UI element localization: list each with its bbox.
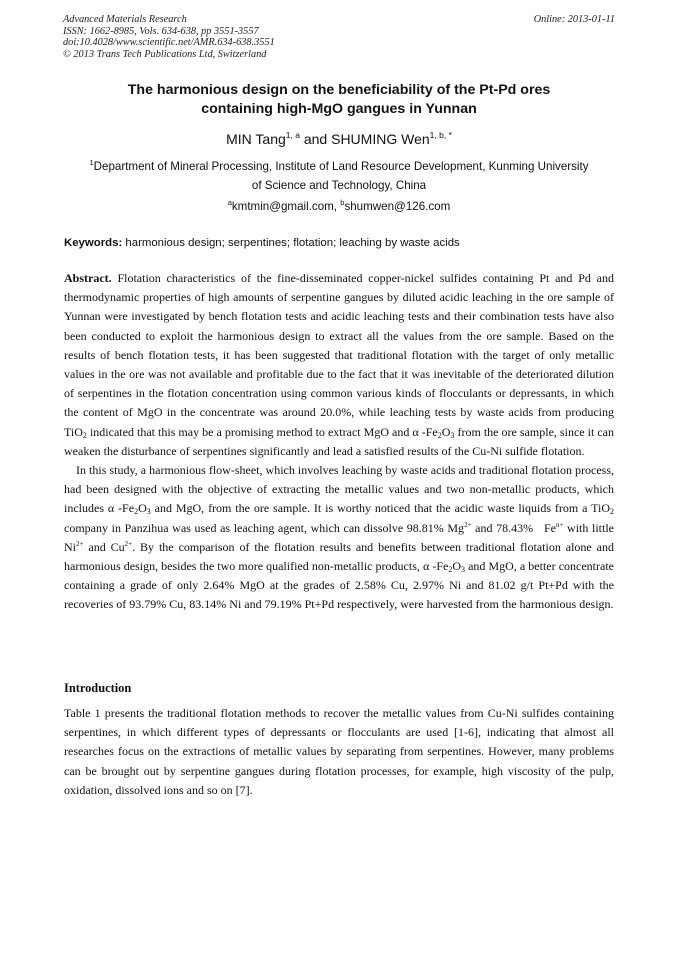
subscript: 3 bbox=[146, 507, 151, 517]
subscript: 2 bbox=[134, 507, 139, 517]
abstract-text: In this study, a harmonious flow-sheet, which involves leaching by waste acids and traditional flotation process, had been designed with the objective of extracting the metallic values and two non-metallic products, which includes α -Fe bbox=[64, 463, 614, 516]
title-line-2: containing high-MgO gangues in Yunnan bbox=[201, 101, 477, 117]
author-1-superscript: 1, a bbox=[285, 130, 300, 140]
author-emails bbox=[60, 195, 618, 215]
author-list bbox=[60, 126, 618, 148]
abstract-paragraph-2 bbox=[64, 461, 614, 615]
abstract-label: Abstract. bbox=[64, 271, 112, 285]
keywords-text: harmonious design; serpentines; flotation; leaching by waste acids bbox=[122, 237, 460, 249]
abstract-text: O bbox=[441, 424, 451, 439]
subscript: 2 bbox=[82, 430, 87, 440]
superscript: n+ bbox=[555, 520, 564, 529]
abstract bbox=[64, 269, 614, 615]
author-2-superscript: 1, b, * bbox=[429, 130, 452, 140]
abstract-text: and MgO, from the ore sample. It is worthy noticed that the acidic waste liquids from a TiO bbox=[150, 501, 611, 516]
abstract-text: . By the comparison of the flotation results and benefits between traditional flotation alone and harmonious design, besides the two more qualified non-metallic products, α -Fe bbox=[64, 539, 614, 574]
subscript: 2 bbox=[448, 565, 453, 575]
doi-line: doi:10.4028/www.scientific.net/AMR.634-638.3551 bbox=[63, 37, 275, 49]
introduction-body bbox=[64, 704, 614, 800]
abstract-text: with little Ni bbox=[64, 520, 614, 554]
superscript: 2+ bbox=[464, 520, 472, 529]
abstract-text: indicated that this may be a promising method to extract MgO and α -Fe bbox=[86, 424, 438, 439]
abstract-text: and 78.43% Fe bbox=[471, 520, 556, 535]
superscript: 2+ bbox=[76, 539, 84, 548]
abstract-text: and Cu bbox=[83, 539, 125, 554]
abstract-text: O bbox=[452, 559, 461, 574]
journal-header bbox=[63, 14, 615, 60]
subscript: 2 bbox=[437, 430, 442, 440]
keywords-label: Keywords: bbox=[64, 237, 123, 249]
journal-name: Advanced Materials Research bbox=[63, 14, 187, 25]
copyright-line: © 2013 Trans Tech Publications Ltd, Switzerland bbox=[63, 48, 267, 60]
email-a: kmtmin@gmail.com, bbox=[231, 200, 341, 213]
title-line-1: The harmonious design on the beneficiability of the Pt-Pd ores bbox=[127, 82, 551, 98]
abstract-text: Flotation characteristics of the fine-disseminated copper-nickel sulfides containing Pt and Pd and thermodynamic properties of high amounts of serpentine gangues by diluted acidic leaching in the ore sample of Yunnan were investigated by bench flotation tests and acidic leaching tests and their combination tests have also been conducted to exploit the harmonious design to extract all the values from the ore sample. Based on the results of bench flotation tests, it has been suggested that traditional flotation with the target of only metallic values in the ore was not available and profitable due to the fact that it was inevitable of the deteriorated dilution of serpentines in the flotation concentration using common various kinds of flocculants or depressants, in which the content of MgO in the concentrate was around 20.0%, while leaching tests by waste acids from producing TiO bbox=[64, 271, 614, 439]
abstract-text: company in Panzihua was used as leaching agent, which can dissolve 98.81% Mg bbox=[64, 520, 465, 535]
online-date: Online: 2013-01-11 bbox=[533, 14, 615, 25]
affiliation-line-1: Department of Mineral Processing, Institute of Land Resource Development, Kunming University bbox=[93, 160, 589, 173]
email-a-superscript: a bbox=[227, 198, 232, 207]
abstract-text: and MgO, a better concentrate containing a grade of only 2.64% MgO at the grades of 2.58% Cu, 2.97% Ni and 81.02 g/t Pt+Pd with the recoveries of 93.79% Cu, 83.14% Ni and 79.19% Pt+Pd respectively, were harvested from the harmonious design. bbox=[64, 559, 614, 612]
author-conjunction: and bbox=[299, 131, 332, 147]
email-b: shumwen@126.com bbox=[344, 200, 451, 213]
issn-line: ISSN: 1662-8985, Vols. 634-638, pp 3551-3557 bbox=[63, 25, 259, 37]
abstract-text: from the ore sample, since it can weaken the disturbance of serpentines significantly and lead a satisfied results of the Cu-Ni sulfide flotation. bbox=[64, 424, 614, 458]
introduction-paragraph: Table 1 presents the traditional flotation methods to recover the metallic values from Cu-Ni sulfides containing serpentines, in which different types of depressants or flocculants are used [1-6], indicating that almost all researches focus on the extractions of metallic values by separating from serpentines. However, many problems can be brought out by serpentine gangues during flotation processes, for example, high viscosity of the pulp, oxidation, dissolved ions and so on [7]. bbox=[64, 706, 614, 797]
email-b-superscript: b bbox=[340, 198, 345, 207]
subscript: 3 bbox=[450, 430, 455, 440]
keywords bbox=[64, 235, 616, 251]
affiliation-superscript: 1 bbox=[89, 158, 94, 167]
subscript: 3 bbox=[461, 565, 465, 575]
abstract-text: O bbox=[138, 501, 147, 516]
author-2: SHUMING Wen bbox=[331, 131, 430, 147]
paper-title bbox=[60, 81, 618, 119]
affiliation-line-2: of Science and Technology, China bbox=[251, 179, 427, 192]
subscript: 2 bbox=[610, 507, 615, 517]
section-heading-introduction: Introduction bbox=[64, 681, 132, 695]
abstract-paragraph-1 bbox=[64, 269, 614, 461]
superscript: 2+ bbox=[124, 539, 133, 548]
affiliation bbox=[60, 153, 618, 195]
author-1: MIN Tang bbox=[226, 131, 286, 147]
